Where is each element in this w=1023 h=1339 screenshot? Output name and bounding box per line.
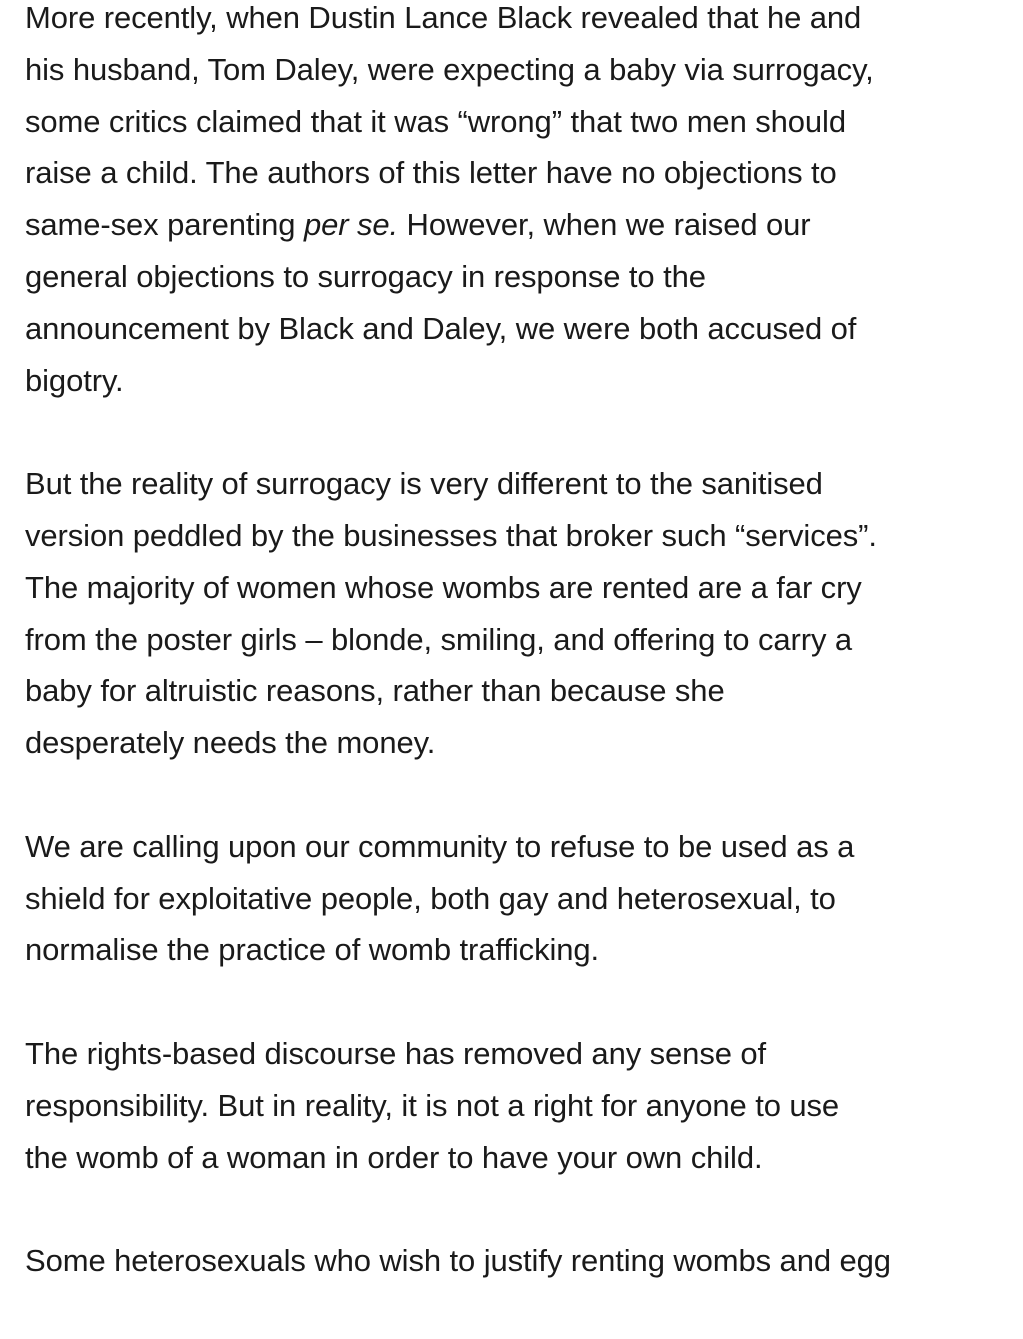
text-line [25,303,1000,355]
text-segment: We are calling upon our community to refuse to be used as a [25,828,855,864]
text-segment: desperately needs the money. [25,725,436,761]
text-line [25,1028,1000,1080]
italic-phrase: per se. [303,207,399,243]
text-segment: raise a child. The authors of this letter have no objections to [25,155,837,191]
text-line [25,1080,1000,1132]
text-segment: More recently, when Dustin Lance Black revealed that he and [25,0,862,35]
text-line [25,510,1000,562]
text-line [25,614,1000,666]
text-segment: the womb of a woman in order to have your own child. [25,1139,763,1175]
paragraph-2 [25,458,1000,769]
text-segment: version peddled by the businesses that broker such “services”. [25,517,877,553]
text-segment: baby for altruistic reasons, rather than because she [25,673,725,709]
text-segment: shield for exploitative people, both gay and heterosexual, to [25,880,836,916]
text-segment: same-sex parenting [25,207,304,243]
article-body [25,0,1000,1339]
paragraph-3 [25,821,1000,976]
text-line [25,1132,1000,1184]
text-segment: The majority of women whose wombs are rented are a far cry [25,569,862,605]
text-segment: his husband, Tom Daley, were expecting a baby via surrogacy, [25,51,874,87]
text-line [25,147,1000,199]
paragraph-4 [25,1028,1000,1183]
paragraph-1 [25,0,1000,406]
text-segment: The rights-based discourse has removed any sense of [25,1035,767,1071]
text-line [25,199,1000,251]
paragraph-5 [25,1235,1000,1287]
text-line [25,96,1000,148]
text-segment: general objections to surrogacy in response to the [25,258,706,294]
text-line [25,355,1000,407]
text-segment: responsibility. But in reality, it is not a right for anyone to use [25,1087,840,1123]
text-line [25,873,1000,925]
text-line [25,458,1000,510]
text-segment: However, when we raised our [398,207,811,243]
text-line [25,251,1000,303]
text-line [25,821,1000,873]
text-segment: bigotry. [25,362,124,398]
text-line [25,562,1000,614]
text-line [25,665,1000,717]
text-segment: But the reality of surrogacy is very different to the sanitised [25,466,823,502]
text-segment: Some heterosexuals who wish to justify renting wombs and egg [25,1243,891,1279]
text-line [25,44,1000,96]
text-line [25,1235,1000,1287]
text-line [25,924,1000,976]
text-segment: announcement by Black and Daley, we were both accused of [25,310,857,346]
text-line [25,717,1000,769]
text-line [25,0,1000,44]
text-segment: some critics claimed that it was “wrong” that two men should [25,103,846,139]
text-segment: from the poster girls – blonde, smiling, and offering to carry a [25,621,852,657]
text-segment: normalise the practice of womb trafficking. [25,932,600,968]
